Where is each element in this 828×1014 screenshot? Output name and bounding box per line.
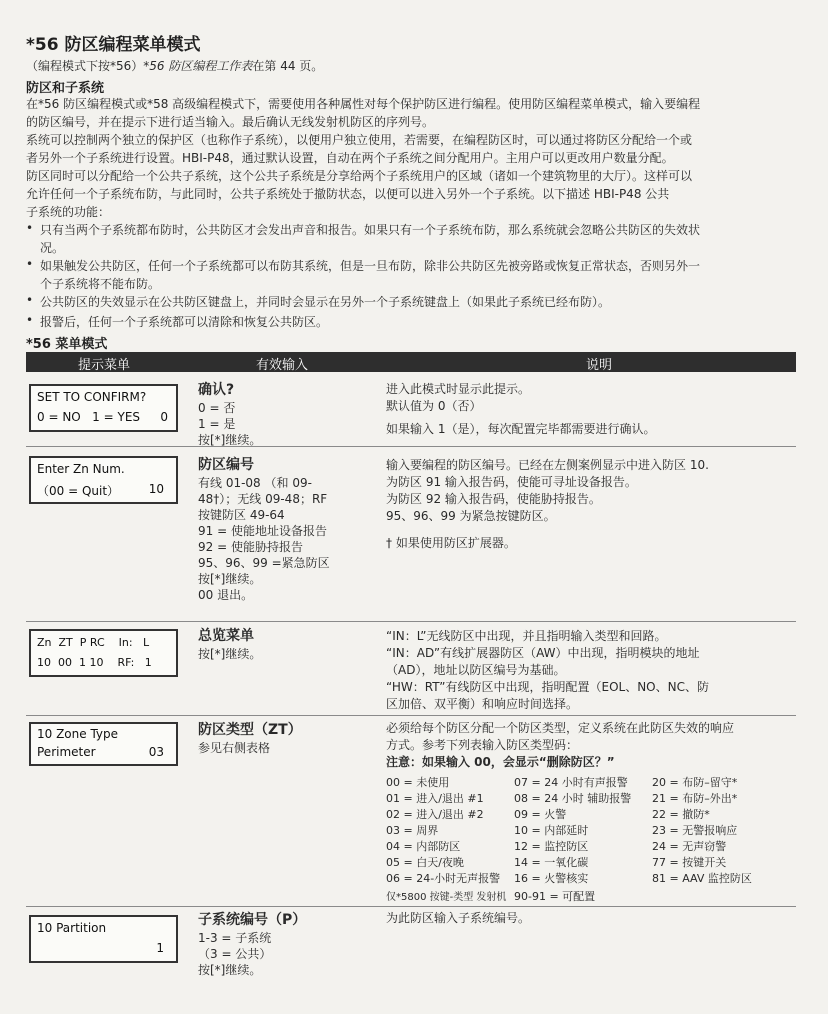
zone-type-entry: 77 = 按键开关: [652, 856, 727, 869]
page-subtitle: [26, 57, 323, 74]
row3-title: 总览菜单: [198, 628, 254, 644]
text-line: 公共防区的失效显示在公共防区键盘上，并同时会显示在另外一个子系统键盘上（如果此子系统已经布防）。: [40, 295, 611, 309]
input-option: 48†）；无线 09-48；RF: [198, 492, 328, 506]
zone-type-entry: 07 = 24 小时有声报警: [514, 776, 628, 789]
text-line: 只有当两个子系统都布防时，公共防区才会发出声音和报告。如果只有一个子系统布防，那么系统就会忽略公共防区的失效状: [40, 223, 701, 237]
input-option: 有线 01-08 （和 09-: [198, 476, 312, 490]
text-line: 况。: [40, 241, 65, 255]
subtitle-suffix: 在第 44 页。: [252, 59, 324, 73]
zone-type-entry: 23 = 无警报响应: [652, 824, 738, 837]
bullet-icon: •: [26, 221, 34, 235]
zone-type-note: 仅*5800 按键-类型 发射机: [386, 892, 507, 903]
row3-description: [386, 628, 791, 713]
footnote-text: † 如果使用防区扩展器。: [386, 536, 516, 550]
text-line: 子系统的功能：: [26, 205, 111, 219]
text-line: 如果输入 1（是），每次配置完毕都需要进行确认。: [386, 422, 656, 436]
zone-type-entry: 01 = 进入/退出 #1: [386, 792, 484, 805]
text-line: 报警后，任何一个子系统都可以清除和恢复公共防区。: [40, 315, 329, 329]
zone-type-entry: 10 = 内部延时: [514, 824, 589, 837]
text-line: 为此防区输入子系统编号。: [386, 911, 531, 925]
lcd-display-summary: [29, 629, 178, 677]
input-option: 按[*]继续。: [198, 963, 262, 977]
input-option: 按[*]继续。: [198, 433, 262, 447]
input-option: 95、96、99 =紧急防区: [198, 556, 330, 570]
intro-paragraph-1: [26, 95, 806, 131]
column-header-description: 说明: [586, 358, 613, 373]
bullet-item-4: [40, 313, 328, 331]
text-line: （AD），地址以防区编号为基础。: [386, 663, 566, 677]
lcd-display-zone-number: [29, 456, 178, 504]
text-line: 为防区 91 输入报告码，使能可寻址设备报告。: [386, 475, 637, 489]
row5-inputs: [198, 910, 306, 978]
input-option: 按[*]继续。: [198, 647, 262, 661]
note-text: 注意：如果输入 00，会显示“删除防区？”: [386, 755, 615, 769]
zone-type-entry: 12 = 监控防区: [514, 840, 589, 853]
row3-inputs: [198, 626, 261, 662]
zone-type-entry: 06 = 24-小时无声报警: [386, 872, 501, 885]
row1-title: 确认?: [198, 382, 235, 398]
zone-type-entry: 21 = 布防–外出*: [652, 792, 738, 805]
zone-type-entry: 16 = 火警核实: [514, 872, 589, 885]
lcd-line-1: SET TO CONFIRM?: [37, 390, 147, 404]
zone-type-entry: 05 = 白天/夜晚: [386, 856, 464, 869]
table-header: [26, 352, 796, 372]
zone-type-entry: 81 = AAV 监控防区: [652, 872, 752, 885]
zone-type-entry: 08 = 24 小时 辅助报警: [514, 792, 632, 805]
row5-title: 子系统编号（P）: [198, 912, 307, 928]
text-line: 输入要编程的防区编号。已经在左侧案例显示中进入防区 10.: [386, 458, 709, 472]
text-line: 在*56 防区编程模式或*58 高级编程模式下，需要使用各种属性对每个保护防区进行编程。使用防区编程菜单模式，输入要编程: [26, 97, 701, 111]
column-header-input: 有效输入: [256, 358, 309, 373]
zone-type-entry: 02 = 进入/退出 #2: [386, 808, 484, 821]
lcd-line-1: 10 Partition: [37, 921, 107, 935]
lcd-line-1: Zn ZT P RC In: L: [37, 636, 150, 649]
text-line: 个子系统将不能布防。: [40, 277, 161, 291]
text-line: 的防区编号，并在提示下进行适当输入。最后确认无线发射机防区的序列号。: [26, 115, 435, 129]
input-option: （3 = 公共）: [198, 947, 272, 961]
input-option: 92 = 使能胁持报告: [198, 540, 303, 554]
text-line: 进入此模式时显示此提示。: [386, 382, 531, 396]
text-line: 如果触发公共防区，任何一个子系统都可以布防其系统，但是一旦布防，除非公共防区先被旁路或恢复正常状态，否则另外一: [40, 259, 701, 273]
input-option: 1-3 = 子系统: [198, 931, 272, 945]
lcd-line-1: 10 Zone Type: [37, 727, 119, 741]
lcd-line-2: Perimeter: [37, 745, 96, 759]
row-divider: [26, 906, 796, 907]
lcd-line-2: 10 00 1 10 RF: 1: [37, 656, 152, 669]
text-line: 区加倍、双平衡）和响应时间选择。: [386, 697, 579, 711]
intro-paragraph-3: [26, 167, 806, 221]
bullet-item-2: [40, 257, 700, 293]
subtitle-prefix: （编程模式下按*56）: [26, 59, 144, 73]
text-line: “IN：L”无线防区中出现，并且指明输入类型和回路。: [386, 629, 667, 643]
subtitle-worksheet-ref: *56 防区编程工作表: [143, 59, 253, 73]
zone-type-entry: 14 = 一氧化碳: [514, 856, 589, 869]
zone-type-entry: 24 = 无声窃警: [652, 840, 727, 853]
input-option: 1 = 是: [198, 417, 236, 431]
lcd-display-partition: [29, 915, 178, 963]
text-line: 95、96、99 为紧急按键防区。: [386, 509, 556, 523]
lcd-line-2: 0 = NO 1 = YES: [37, 410, 141, 424]
row-divider: [26, 446, 796, 447]
section-heading-zones-partitions: 防区和子系统: [26, 81, 105, 96]
input-option: 0 = 否: [198, 401, 236, 415]
lcd-display-zone-type: [29, 722, 178, 766]
zone-type-entry: 04 = 内部防区: [386, 840, 461, 853]
zone-type-entry: 90-91 = 可配置: [514, 890, 596, 903]
lcd-value: 10: [148, 482, 164, 496]
input-option: 按键防区 49-64: [198, 508, 285, 522]
input-option: 按[*]继续。: [198, 572, 262, 586]
lcd-value: 0: [160, 410, 168, 424]
input-option: 00 退出。: [198, 588, 254, 602]
lcd-line-2: （00 = Quit）: [37, 484, 120, 498]
text-line: “HW：RT”有线防区中出现，指明配置（EOL、NO、NC、防: [386, 680, 709, 694]
row-divider: [26, 621, 796, 622]
zone-type-entry: 03 = 周界: [386, 824, 439, 837]
column-header-prompt: 提示菜单: [78, 358, 131, 373]
lcd-value: 03: [148, 745, 164, 759]
lcd-value: 1: [156, 941, 164, 955]
lcd-line-1: Enter Zn Num.: [37, 462, 125, 476]
bullet-item-3: [40, 293, 610, 311]
bullet-item-1: [40, 221, 700, 257]
row4-title: 防区类型（ZT）: [198, 722, 302, 738]
row-divider: [26, 715, 796, 716]
text-line: 默认值为 0（否）: [386, 399, 482, 413]
zone-type-entry: 09 = 火警: [514, 808, 567, 821]
row4-description: [386, 720, 791, 771]
row1-description: [386, 381, 791, 438]
text-line: 者另外一个子系统进行设置。HBI-P48，通过默认设置，自动在两个子系统之间分配用户。主用户可以更改用户数量分配。: [26, 151, 674, 165]
zone-type-entry: 22 = 撤防*: [652, 808, 710, 821]
text-line: “IN：AD”有线扩展器防区（AW）中出现，指明模块的地址: [386, 646, 700, 660]
text-line: 系统可以控制两个独立的保护区（也称作子系统），以便用户独立使用，若需要，在编程防区时，可以通过将防区分配给一个或: [26, 133, 693, 147]
bullet-icon: •: [26, 257, 34, 271]
intro-paragraph-2: [26, 131, 806, 167]
input-option: 91 = 使能地址设备报告: [198, 524, 327, 538]
zone-type-entry: 20 = 布防–留守*: [652, 776, 738, 789]
bullet-icon: •: [26, 313, 34, 327]
zone-type-entry: 00 = 未使用: [386, 776, 450, 789]
row5-description: [386, 910, 791, 927]
text-line: 防区同时可以分配给一个公共子系统，这个公共子系统是分享给两个子系统用户的区域（诸如一个建筑物里的大厅）。这样可以: [26, 169, 693, 183]
text-line: 方式。参考下列表输入防区类型码：: [386, 738, 579, 752]
menu-mode-heading: *56 菜单模式: [26, 337, 108, 352]
text-line: 为防区 92 输入报告码，使能胁持报告。: [386, 492, 601, 506]
row2-description: [386, 457, 791, 552]
page-title: *56 防区编程菜单模式: [26, 35, 201, 55]
lcd-display-confirm: [29, 384, 178, 432]
text-line: 必须给每个防区分配一个防区类型，定义系统在此防区失效的响应: [386, 721, 735, 735]
row1-inputs: [198, 380, 261, 448]
row2-title: 防区编号: [198, 457, 254, 473]
text-line: 允许任何一个子系统布防，与此同时，公共子系统处于撤防状态，以便可以进入另外一个子系统。以下描述 HBI-P48 公共: [26, 187, 670, 201]
bullet-icon: •: [26, 293, 34, 307]
row4-inputs: [198, 720, 302, 756]
input-option: 参见右侧表格: [198, 741, 271, 755]
row2-inputs: [198, 455, 330, 603]
